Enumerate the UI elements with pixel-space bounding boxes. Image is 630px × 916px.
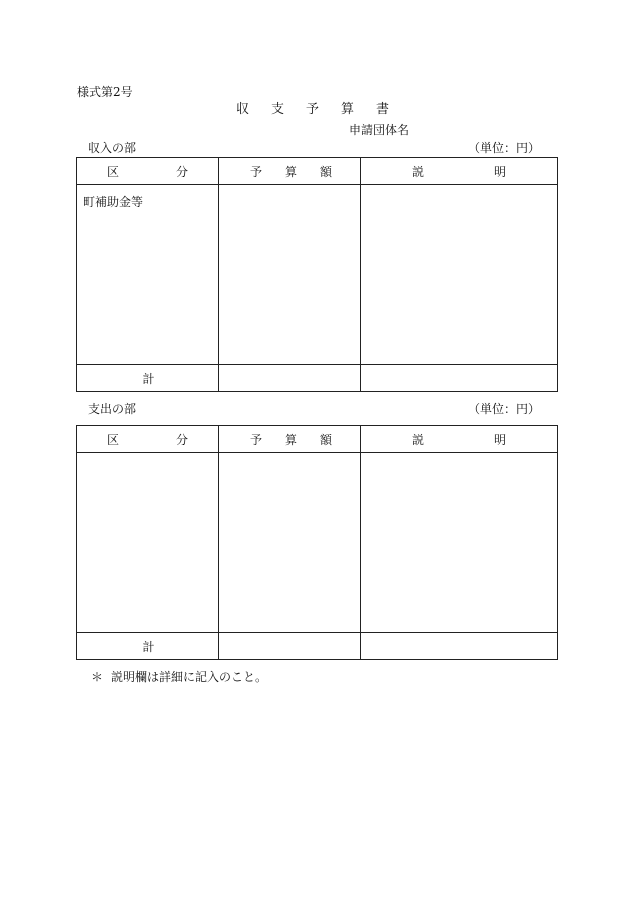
income-unit-label: （単位：円） xyxy=(468,141,541,155)
expense-description-cell[interactable] xyxy=(361,453,558,633)
income-amount-cell[interactable] xyxy=(219,185,361,365)
income-item: 町補助金等 xyxy=(83,195,144,209)
asterisk-icon: ＊ xyxy=(91,670,104,684)
applicant-organization-label: 申請団体名 xyxy=(349,123,410,137)
expense-total-label-cell xyxy=(77,633,219,660)
expense-total-description-cell[interactable] xyxy=(361,633,558,660)
income-table-header xyxy=(77,158,558,185)
expense-table-header xyxy=(77,426,558,453)
income-category-cell[interactable] xyxy=(77,185,219,365)
header-budget-char: 予 xyxy=(250,164,263,179)
expense-table xyxy=(76,425,558,660)
header-budget-char: 額 xyxy=(319,164,332,179)
header-budget-char: 予 xyxy=(250,432,263,447)
header-category xyxy=(77,426,219,453)
header-budget-amount xyxy=(219,158,361,185)
header-category xyxy=(77,158,219,185)
header-description-char: 明 xyxy=(493,164,506,179)
footnote-text: 説明欄は詳細に記入のこと。 xyxy=(111,670,268,684)
header-budget-amount xyxy=(219,426,361,453)
document-title: 収支予算書 xyxy=(236,102,412,117)
form-number: 様式第2号 xyxy=(77,85,133,99)
income-total-label-cell xyxy=(77,365,219,392)
header-budget-char: 算 xyxy=(284,164,297,179)
income-total-description-cell[interactable] xyxy=(361,365,558,392)
header-category-char: 区 xyxy=(107,164,120,179)
header-description xyxy=(361,158,558,185)
header-budget-char: 算 xyxy=(284,432,297,447)
header-budget-char: 額 xyxy=(319,432,332,447)
header-category-char: 区 xyxy=(107,432,120,447)
expense-total-label: 計 xyxy=(142,639,155,654)
expense-unit-label: （単位：円） xyxy=(468,402,541,416)
expense-category-cell[interactable] xyxy=(77,453,219,633)
income-total-row xyxy=(77,365,558,392)
income-table xyxy=(76,157,558,392)
header-description-char: 説 xyxy=(412,432,425,447)
header-category-char: 分 xyxy=(175,432,188,447)
header-category-char: 分 xyxy=(175,164,188,179)
expense-amount-cell[interactable] xyxy=(219,453,361,633)
income-section-label: 収入の部 xyxy=(88,141,137,155)
income-total-label: 計 xyxy=(142,371,155,386)
header-description-char: 明 xyxy=(493,432,506,447)
header-description xyxy=(361,426,558,453)
expense-total-row xyxy=(77,633,558,660)
expense-table-body xyxy=(77,453,558,633)
footnote xyxy=(91,671,267,683)
expense-total-amount-cell[interactable] xyxy=(219,633,361,660)
expense-section-label: 支出の部 xyxy=(88,402,137,416)
header-description-char: 説 xyxy=(412,164,425,179)
income-description-cell[interactable] xyxy=(361,185,558,365)
income-total-amount-cell[interactable] xyxy=(219,365,361,392)
income-table-body xyxy=(77,185,558,365)
